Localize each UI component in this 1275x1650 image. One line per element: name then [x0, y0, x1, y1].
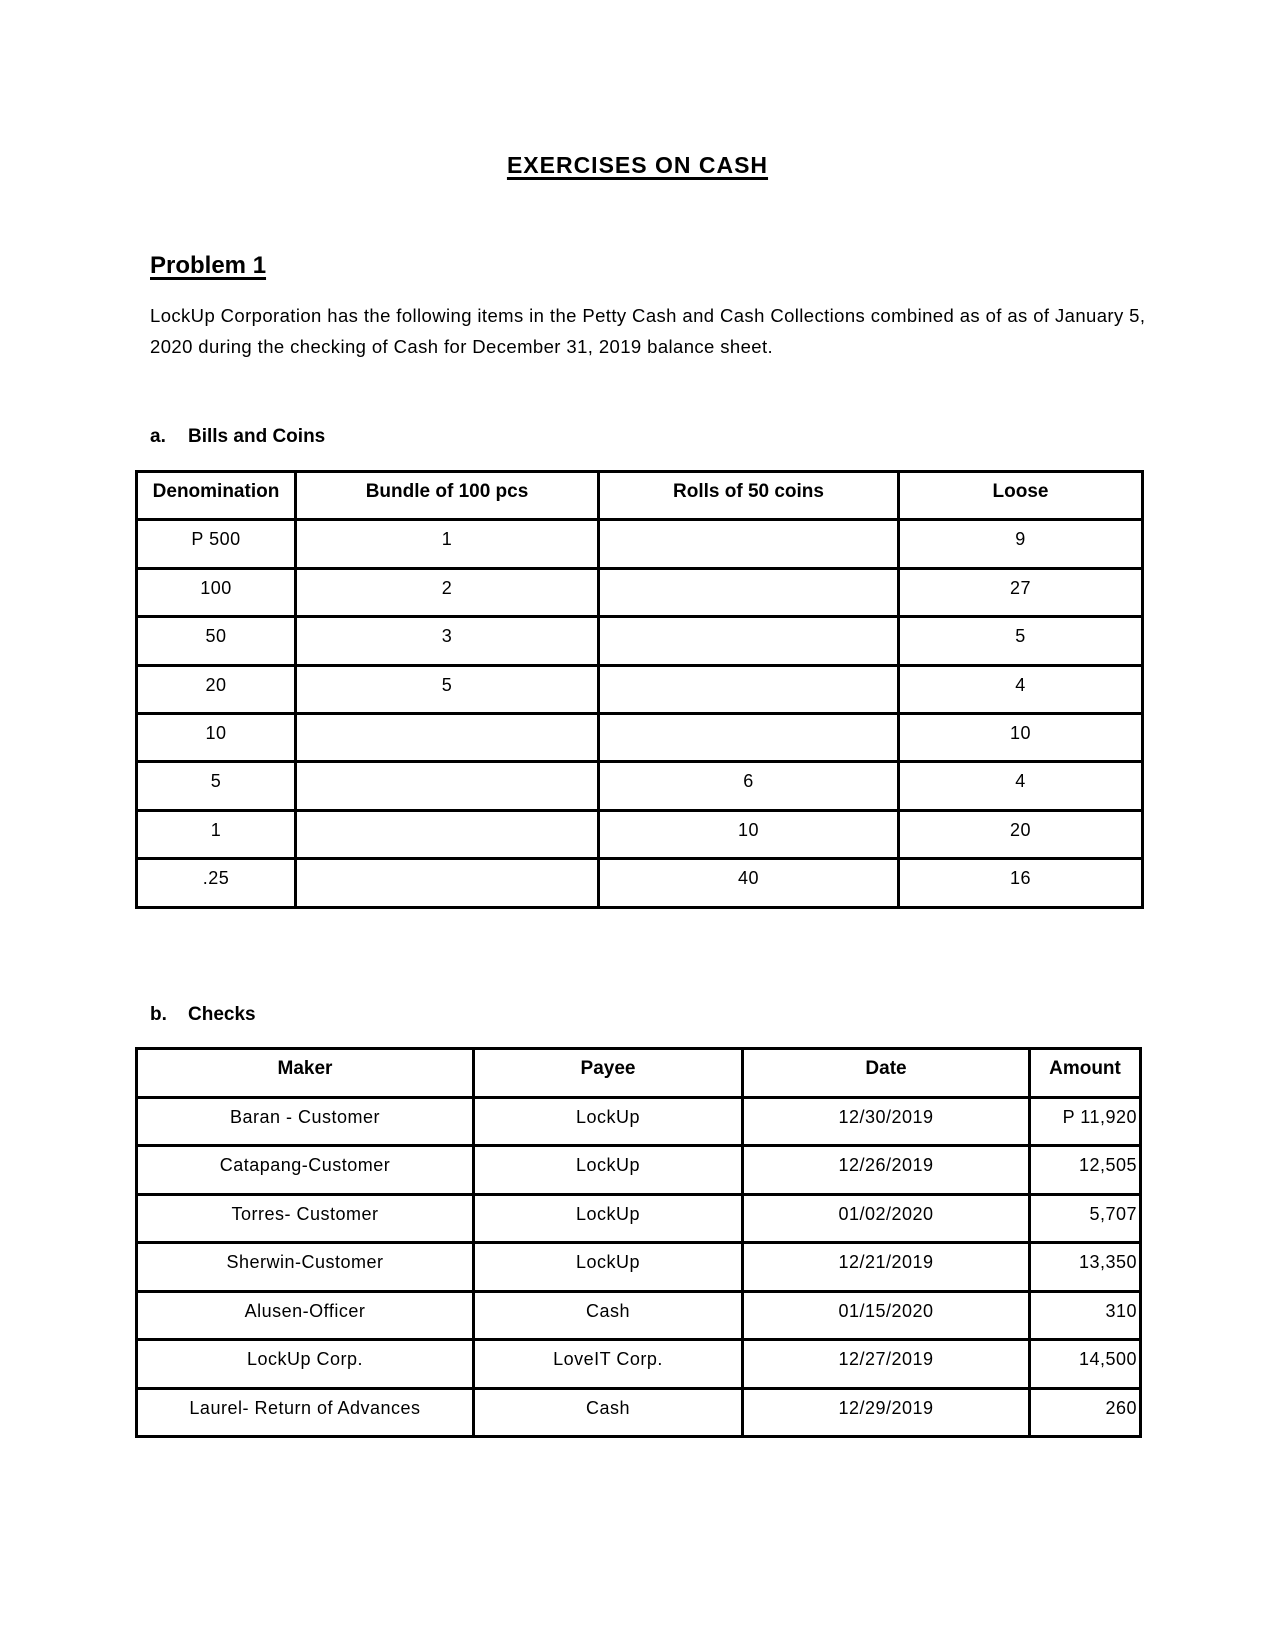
- column-header: Payee: [474, 1049, 743, 1098]
- table-row: [137, 713, 1143, 761]
- column-header: Date: [743, 1049, 1030, 1098]
- table-cell: 14,500: [1030, 1340, 1141, 1389]
- table-cell: 20: [137, 665, 296, 713]
- table-cell: [599, 568, 899, 616]
- column-header: Denomination: [137, 472, 296, 520]
- table-cell: 12/26/2019: [743, 1146, 1030, 1195]
- table-cell: Baran - Customer: [137, 1097, 474, 1146]
- table-cell: 2: [296, 568, 599, 616]
- section-letter: a.: [150, 426, 166, 447]
- table-cell: 20: [899, 810, 1143, 858]
- table-cell: Sherwin-Customer: [137, 1243, 474, 1292]
- table-row: [137, 1194, 1141, 1243]
- table-row: [137, 859, 1143, 907]
- table-cell: 5: [137, 762, 296, 810]
- table-cell: 4: [899, 762, 1143, 810]
- table-cell: [599, 617, 899, 665]
- table-cell: LockUp: [474, 1243, 743, 1292]
- table-header-row: [137, 472, 1143, 520]
- column-header: Amount: [1030, 1049, 1141, 1098]
- table-row: [137, 1388, 1141, 1437]
- table-cell: 4: [899, 665, 1143, 713]
- table-cell: 10: [899, 713, 1143, 761]
- table-row: [137, 568, 1143, 616]
- checks-table: [135, 1047, 1142, 1438]
- table-cell: 260: [1030, 1388, 1141, 1437]
- table-cell: 9: [899, 520, 1143, 568]
- column-header: Rolls of 50 coins: [599, 472, 899, 520]
- table-cell: [296, 762, 599, 810]
- table-cell: 12/29/2019: [743, 1388, 1030, 1437]
- table-cell: P 500: [137, 520, 296, 568]
- table-row: [137, 1291, 1141, 1340]
- table-cell: .25: [137, 859, 296, 907]
- table-row: [137, 617, 1143, 665]
- table-cell: 5,707: [1030, 1194, 1141, 1243]
- table-cell: [599, 665, 899, 713]
- table-cell: 12/27/2019: [743, 1340, 1030, 1389]
- column-header: Maker: [137, 1049, 474, 1098]
- table-cell: Alusen-Officer: [137, 1291, 474, 1340]
- table-cell: 10: [599, 810, 899, 858]
- table-cell: 12/21/2019: [743, 1243, 1030, 1292]
- table-cell: Cash: [474, 1388, 743, 1437]
- table-cell: 27: [899, 568, 1143, 616]
- table-cell: [296, 810, 599, 858]
- table-cell: 1: [137, 810, 296, 858]
- intro-paragraph: LockUp Corporation has the following items in the Petty Cash and Cash Collections combined as of as of January 5, 2020 during the checking of Cash for December 31, 2019 balance sheet.: [150, 305, 1146, 357]
- table-cell: Laurel- Return of Advances: [137, 1388, 474, 1437]
- table-cell: Torres- Customer: [137, 1194, 474, 1243]
- table-cell: P 11,920: [1030, 1097, 1141, 1146]
- table-cell: 01/02/2020: [743, 1194, 1030, 1243]
- table-row: [137, 520, 1143, 568]
- table-cell: [296, 859, 599, 907]
- section-title: Bills and Coins: [188, 426, 326, 447]
- bills-coins-table: [135, 470, 1144, 909]
- table-cell: 16: [899, 859, 1143, 907]
- table-cell: [296, 713, 599, 761]
- column-header: Loose: [899, 472, 1143, 520]
- table-cell: 50: [137, 617, 296, 665]
- table-cell: 10: [137, 713, 296, 761]
- table-cell: 100: [137, 568, 296, 616]
- section-a-heading: [150, 426, 325, 448]
- table-header-row: [137, 1049, 1141, 1098]
- title-text: EXERCISES ON CASH: [506, 152, 769, 178]
- table-cell: [599, 520, 899, 568]
- table-cell: 5: [296, 665, 599, 713]
- table-cell: LoveIT Corp.: [474, 1340, 743, 1389]
- table-row: [137, 1097, 1141, 1146]
- table-cell: 12,505: [1030, 1146, 1141, 1195]
- table-cell: [599, 713, 899, 761]
- table-cell: 5: [899, 617, 1143, 665]
- table-cell: LockUp: [474, 1097, 743, 1146]
- table-row: [137, 810, 1143, 858]
- table-row: [137, 762, 1143, 810]
- table-cell: LockUp: [474, 1194, 743, 1243]
- table-cell: 12/30/2019: [743, 1097, 1030, 1146]
- table-cell: 01/15/2020: [743, 1291, 1030, 1340]
- table-row: [137, 1146, 1141, 1195]
- section-letter: b.: [150, 1004, 167, 1025]
- table-cell: 310: [1030, 1291, 1141, 1340]
- table-cell: LockUp Corp.: [137, 1340, 474, 1389]
- table-cell: LockUp: [474, 1146, 743, 1195]
- section-b-heading: [150, 1004, 256, 1026]
- table-row: [137, 1340, 1141, 1389]
- section-title: Checks: [188, 1004, 256, 1025]
- table-cell: Cash: [474, 1291, 743, 1340]
- table-cell: 3: [296, 617, 599, 665]
- table-row: [137, 1243, 1141, 1292]
- page-title: [0, 152, 1275, 179]
- table-cell: 40: [599, 859, 899, 907]
- table-cell: 6: [599, 762, 899, 810]
- table-cell: 13,350: [1030, 1243, 1141, 1292]
- table-cell: Catapang-Customer: [137, 1146, 474, 1195]
- column-header: Bundle of 100 pcs: [296, 472, 599, 520]
- table-row: [137, 665, 1143, 713]
- problem-heading: Problem 1: [150, 252, 267, 279]
- table-cell: 1: [296, 520, 599, 568]
